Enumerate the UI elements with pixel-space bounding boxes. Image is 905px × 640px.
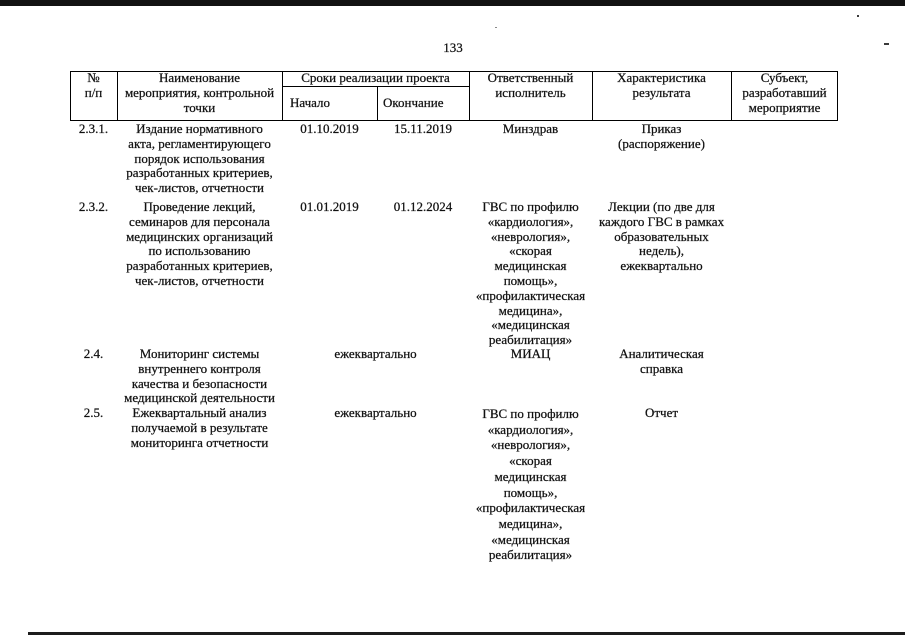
scan-speck <box>857 15 859 17</box>
event-name: Издание нормативного акта, регламентирующего порядок использования разработанных критериев, чек-листов, отчетности <box>126 121 273 196</box>
period-subheader-divider <box>282 86 469 87</box>
table-row <box>0 122 905 196</box>
header-subject: Субъект, разработавший мероприятие <box>742 70 827 115</box>
table-row <box>0 200 905 347</box>
header-result: Характеристика результата <box>617 70 706 100</box>
header-name: Наименование мероприятия, контрольной точки <box>124 70 275 115</box>
event-name: Мониторинг системы внутреннего контроля качества и безопасности медицинской деятельности <box>124 346 275 406</box>
event-name: Проведение лекций, семинаров для персонала медицинских организаций по использованию разработанных критериев, чек-листов, отчетности <box>126 199 273 288</box>
column-divider <box>592 71 593 121</box>
responsible-executor: ГВС по профилю «кардиология», «неврология», «скорая медицинская помощь», «профилактическая медицина», «медицинская реабилитация» <box>475 199 586 348</box>
responsible-executor: МИАЦ <box>510 346 551 361</box>
end-date: 01.12.2024 <box>393 199 453 214</box>
header-end: Окончание <box>383 95 444 110</box>
start-date: 01.01.2019 <box>300 199 359 214</box>
row-number: 2.3.2. <box>78 199 109 214</box>
column-divider <box>117 71 118 121</box>
row-number: 2.5. <box>83 405 104 420</box>
result-description: Отчет <box>644 405 679 420</box>
scan-speck <box>495 27 497 28</box>
column-divider <box>731 71 732 121</box>
end-date: 15.11.2019 <box>393 121 453 136</box>
header-period: Сроки реализации проекта <box>301 70 450 85</box>
table-header <box>0 71 905 121</box>
event-name: Ежеквартальный анализ получаемой в результате мониторинга отчетности <box>130 405 269 450</box>
scan-edge-bottom <box>28 632 905 635</box>
result-description: Приказ (распоряжение) <box>618 121 705 151</box>
implementation-period: ежеквартально <box>334 405 417 420</box>
result-description: Лекции (по две для каждого ГВС в рамках образовательных недель), ежеквартально <box>598 199 725 274</box>
page-number: 133 <box>443 40 463 55</box>
responsible-executor: ГВС по профилю «кардиология», «неврология», «скорая медицинская помощь», «профилактическая медицина», «медицинская реабилитация» <box>475 406 586 563</box>
row-number: 2.4. <box>83 346 104 361</box>
table-row <box>0 347 905 406</box>
table-row <box>0 406 905 563</box>
start-date: 01.10.2019 <box>300 121 359 136</box>
responsible-executor: Минздрав <box>502 121 559 136</box>
implementation-period: ежеквартально <box>334 346 417 361</box>
scan-speck <box>884 43 889 45</box>
header-start: Начало <box>290 95 331 110</box>
column-divider <box>282 71 283 121</box>
scan-edge-top <box>0 0 905 6</box>
header-number: № п/п <box>84 70 103 100</box>
result-description: Аналитическая справка <box>619 346 704 376</box>
column-divider <box>469 71 470 121</box>
period-column-divider <box>377 86 378 121</box>
row-number: 2.3.1. <box>78 121 109 136</box>
header-responsible: Ответственный исполнитель <box>487 70 574 100</box>
